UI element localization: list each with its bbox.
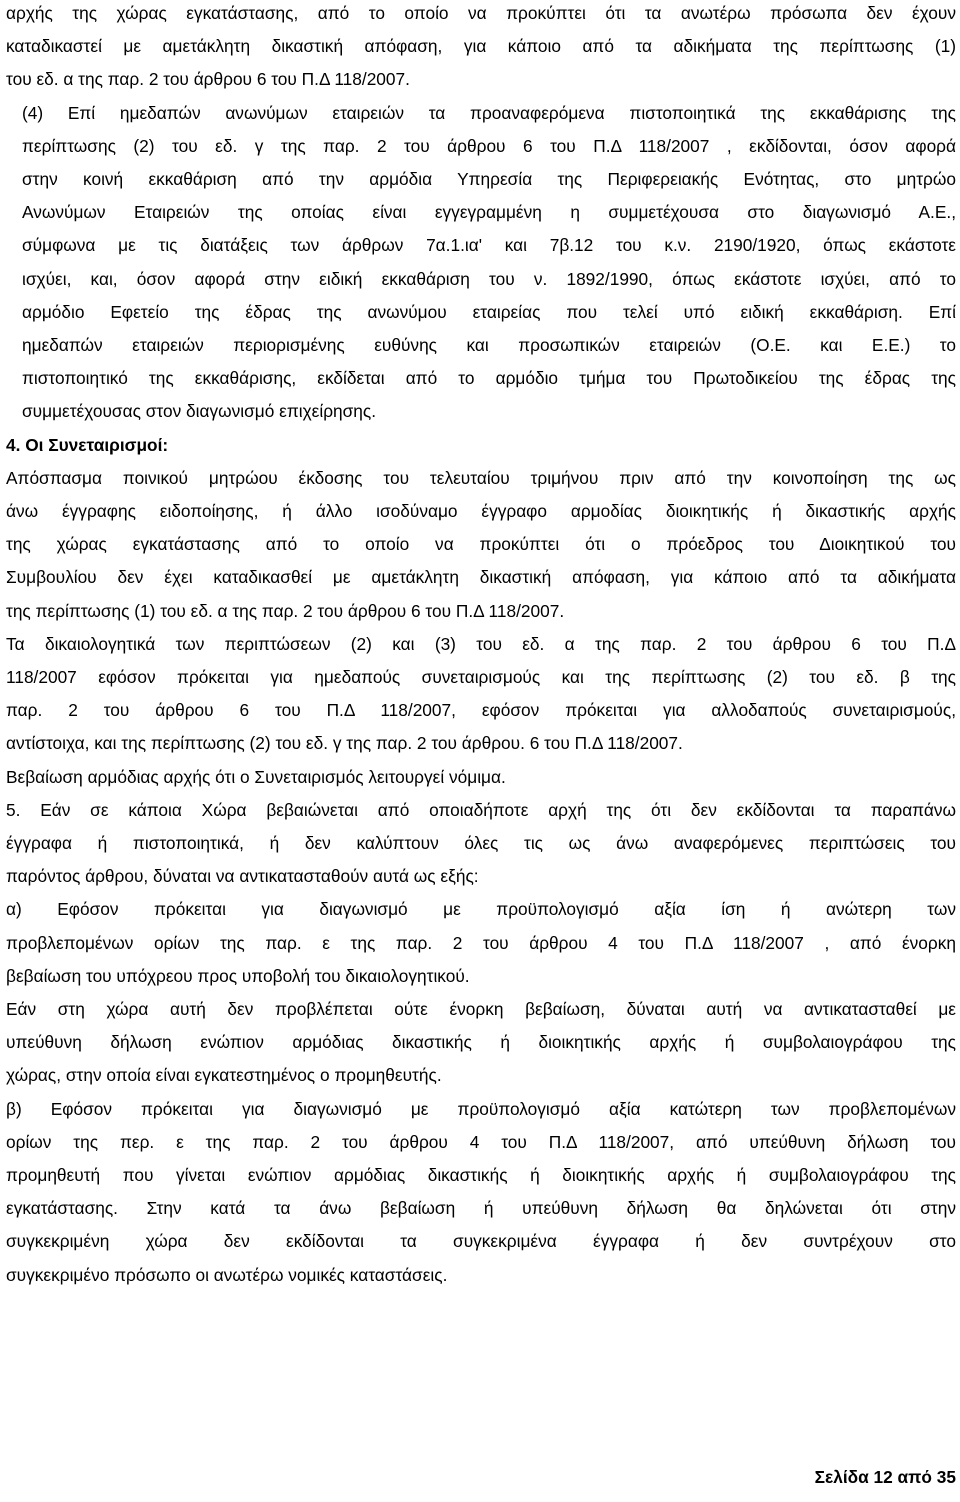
section-heading: 4. Οι Συνεταιρισμοί: [6, 434, 169, 455]
text-line: 118/2007 εφόσον πρόκειται για ημεδαπούς συνεταιρισμούς και της περίπτωσης (2) του εδ. β της [6, 667, 956, 687]
text-line: της περίπτωσης (1) του εδ. α της παρ. 2 του άρθρου 6 του Π.Δ 118/2007. [6, 600, 565, 621]
text-line: Συμβουλίου δεν έχει καταδικασθεί με αμετάκλητη δικαστική απόφαση, για κάποιο από τα αδικήματα [6, 567, 956, 588]
text-line: βεβαίωση του υπόχρεου προς υποβολή του δικαιολογητικού. [6, 965, 470, 986]
text-line: πιστοποιητικό της εκκαθάρισης, εκδίδεται από το αρμόδιο τμήμα του Πρωτοδικείου της έδρας της [22, 368, 956, 389]
text-line: παρόντος άρθρου, δύναται να αντικατασταθούν αυτά ως εξής: [6, 866, 479, 887]
text-line: χώρας, στην οποία είναι εγκατεστημένος ο προμηθευτής. [6, 1065, 442, 1086]
text-line: α) Εφόσον πρόκειται για διαγωνισμό με προϋπολογισμό αξία ίση ή ανώτερη των [6, 899, 956, 920]
text-line: Ανωνύμων Εταιρειών της οποίας είναι εγγεγραμμένη η συμμετέχουσα στο διαγωνισμό Α.Ε., [22, 202, 956, 223]
text-line: έγγραφα ή πιστοποιητικά, ή δεν καλύπτουν όλες τις ως άνω αναφερόμενες περιπτώσεις του [6, 833, 956, 853]
text-line: αντίστοιχα, και της περίπτωσης (2) του εδ. γ της παρ. 2 του άρθρου. 6 του Π.Δ 118/2007. [6, 733, 683, 754]
text-line: Βεβαίωση αρμόδιας αρχής ότι ο Συνεταιρισμός λειτουργεί νόμιμα. [6, 766, 506, 787]
text-line: συγκεκριμένο πρόσωπο οι ανωτέρω νομικές καταστάσεις. [6, 1264, 448, 1285]
text-line: συγκεκριμένη χώρα δεν εκδίδονται τα συγκεκριμένα έγγραφα ή δεν συντρέχουν στο [6, 1231, 956, 1252]
text-line: αρχής της χώρας εγκατάστασης, από το οποίο να προκύπτει ότι τα ανωτέρω πρόσωπα δεν έχουν [6, 3, 956, 23]
text-line: προμηθευτή που γίνεται ενώπιον αρμόδιας δικαστικής ή διοικητικής αρχής ή συμβολαιογράφου της [6, 1165, 956, 1185]
text-line: σύμφωνα με τις διατάξεις των άρθρων 7α.1.ια' και 7β.12 του κ.ν. 2190/1920, όπως εκάστοτε [22, 235, 956, 256]
text-line: περίπτωσης (2) του εδ. γ της παρ. 2 του άρθρου 6 του Π.Δ 118/2007 , εκδίδονται, όσον αφορά [22, 135, 956, 156]
text-line: του εδ. α της παρ. 2 του άρθρου 6 του Π.Δ 118/2007. [6, 69, 410, 90]
text-line: β) Εφόσον πρόκειται για διαγωνισμό με προϋπολογισμό αξία κατώτερη των προβλεπομένων [6, 1098, 956, 1119]
text-line: προβλεπομένων ορίων της παρ. ε της παρ. 2 του άρθρου 4 του Π.Δ 118/2007 , από ένορκη [6, 932, 956, 953]
text-line: (4) Επί ημεδαπών ανωνύμων εταιρειών τα προαναφερόμενα πιστοποιητικά της εκκαθάρισης της [22, 102, 956, 123]
text-line: 5. Εάν σε κάποια Χώρα βεβαιώνεται από οποιαδήποτε αρχή της ότι δεν εκδίδονται τα παραπάνω [6, 799, 956, 820]
text-line: συμμετέχουσας στον διαγωνισμό επιχείρησης. [22, 401, 377, 422]
text-line: άνω έγγραφης ειδοποίησης, ή άλλο ισοδύναμο έγγραφο αρμοδίας διοικητικής ή δικαστικής αρχής [6, 501, 956, 521]
text-line: ημεδαπών εταιρειών περιορισμένης ευθύνης και προσωπικών εταιρειών (Ο.Ε. και Ε.Ε.) το [22, 335, 956, 355]
text-line: αρμόδιο Εφετείο της έδρας της ανωνύμου εταιρείας που τελεί υπό ειδική εκκαθάριση. Επί [22, 301, 956, 322]
text-line: Εάν στη χώρα αυτή δεν προβλέπεται ούτε ένορκη βεβαίωση, δύναται αυτή να αντικατασταθεί με [6, 999, 956, 1019]
text-line: της χώρας εγκατάστασης από το οποίο να προκύπτει ότι ο πρόεδρος του Διοικητικού του [6, 534, 956, 555]
text-line: καταδικαστεί με αμετάκλητη δικαστική απόφαση, για κάποιο από τα αδικήματα της περίπτωσης (1) [6, 36, 956, 57]
text-line: ισχύει, και, όσον αφορά στην ειδική εκκαθάριση του ν. 1892/1990, όπως εκάστοτε ισχύει, από το [22, 268, 956, 289]
text-line: στην κοινή εκκαθάριση από την αρμόδια Υπηρεσία της Περιφερειακής Ενότητας, στο μητρώο [22, 169, 956, 189]
text-line: Τα δικαιολογητικά των περιπτώσεων (2) και (3) του εδ. α της παρ. 2 του άρθρου 6 του Π.Δ [6, 633, 956, 654]
text-line: Απόσπασμα ποινικού μητρώου έκδοσης του τελευταίου τριμήνου πριν από την κοινοποίηση της ως [6, 467, 956, 488]
text-line: υπεύθυνη δήλωση ενώπιον αρμόδιας δικαστικής ή διοικητικής αρχής ή συμβολαιογράφου της [6, 1032, 956, 1053]
text-line: παρ. 2 του άρθρου 6 του Π.Δ 118/2007, εφόσον πρόκειται για αλλοδαπούς συνεταιρισμούς, [6, 700, 956, 721]
text-line: εγκατάστασης. Στην κατά τα άνω βεβαίωση ή υπεύθυνη δήλωση θα δηλώνεται ότι στην [6, 1198, 956, 1219]
text-line: ορίων της περ. ε της παρ. 2 του άρθρου 4 του Π.Δ 118/2007, από υπεύθυνη δήλωση του [6, 1131, 956, 1152]
page-number-footer: Σελίδα 12 από 35 [814, 1467, 956, 1487]
